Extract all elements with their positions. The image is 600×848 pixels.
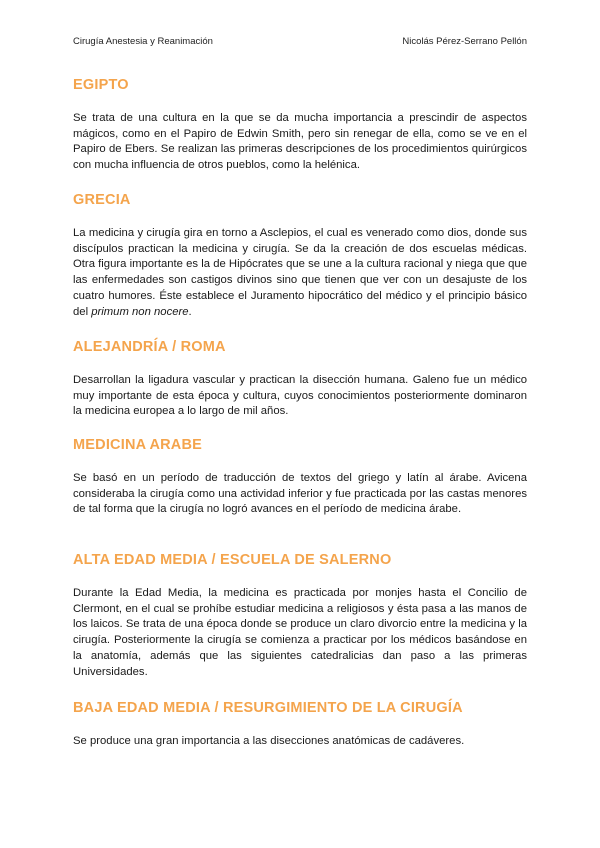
header-course-title: Cirugía Anestesia y Reanimación (73, 36, 213, 47)
section-heading: MEDICINA ARABE (73, 437, 203, 453)
header-author: Nicolás Pérez-Serrano Pellón (402, 36, 527, 47)
section-heading: GRECIA (73, 192, 131, 208)
section-grecia (73, 189, 527, 320)
section-egipto (73, 74, 527, 174)
section-heading: EGIPTO (73, 77, 129, 93)
section-medicina-arabe (73, 434, 527, 518)
latin-phrase: primum non nocere (91, 305, 189, 318)
section-alta-edad-media (73, 549, 527, 680)
section-paragraph: Se basó en un período de traducción de textos del griego y latín al árabe. Avicena consideraba la cirugía como una actividad inferior y fue practicada por las castas menores de tal forma que la cirugía no logró avances en el período de medicina árabe. (73, 472, 527, 516)
paragraph-end: . (188, 305, 192, 318)
section-baja-edad-media (73, 697, 527, 750)
section-paragraph (73, 226, 527, 320)
page-header (73, 36, 527, 50)
paragraph-text: La medicina y cirugía gira en torno a Asclepios, el cual es venerado como dios, donde sus discípulos practican la medicina y cirugía. Se da la creación de dos escuelas médicas. Otra figura importante es la de Hipócrates que se une a la cultura racional y niega que que las enfermedades son castigos divinos sino que tienen que ver con un desajuste de los cuatro humores. Éste establece el Juramento hipocrático del médico y el principio básico del (73, 227, 527, 318)
section-paragraph: Desarrollan la ligadura vascular y practican la disección humana. Galeno fue un médico muy importante de esta época y cultura, cuyos conocimientos posteriormente dominaron la medicina europea a lo largo de mil años. (73, 374, 527, 418)
section-heading: ALEJANDRÍA / ROMA (73, 339, 226, 355)
section-paragraph: Durante la Edad Media, la medicina es practicada por monjes hasta el Concilio de Clermont, en el cual se prohíbe estudiar medicina a religiosos y ésta pasa a las manos de los laicos. Se trata de una época donde se produce un claro divorcio entre la medicina y la cirugía. Posteriormente la cirugía se comienza a practicar por los médicos basándose en la anatomía, además que las siguientes catedralicias dan paso a las primeras Universidades. (73, 587, 527, 678)
section-alejandria-roma (73, 336, 527, 420)
section-paragraph: Se produce una gran importancia a las disecciones anatómicas de cadáveres. (73, 735, 465, 747)
section-paragraph: Se trata de una cultura en la que se da mucha importancia a prescindir de aspectos mágicos, como en el Papiro de Edwin Smith, pero sin renegar de ella, como se ve en el Papiro de Ebers. Se realizan las primeras descripciones de los procedimientos quirúrgicos con mucha influencia de otros pueblos, como la helénica. (73, 112, 527, 172)
section-heading: ALTA EDAD MEDIA / ESCUELA DE SALERNO (73, 552, 392, 568)
section-heading: BAJA EDAD MEDIA / RESURGIMIENTO DE LA CIRUGÍA (73, 700, 463, 716)
